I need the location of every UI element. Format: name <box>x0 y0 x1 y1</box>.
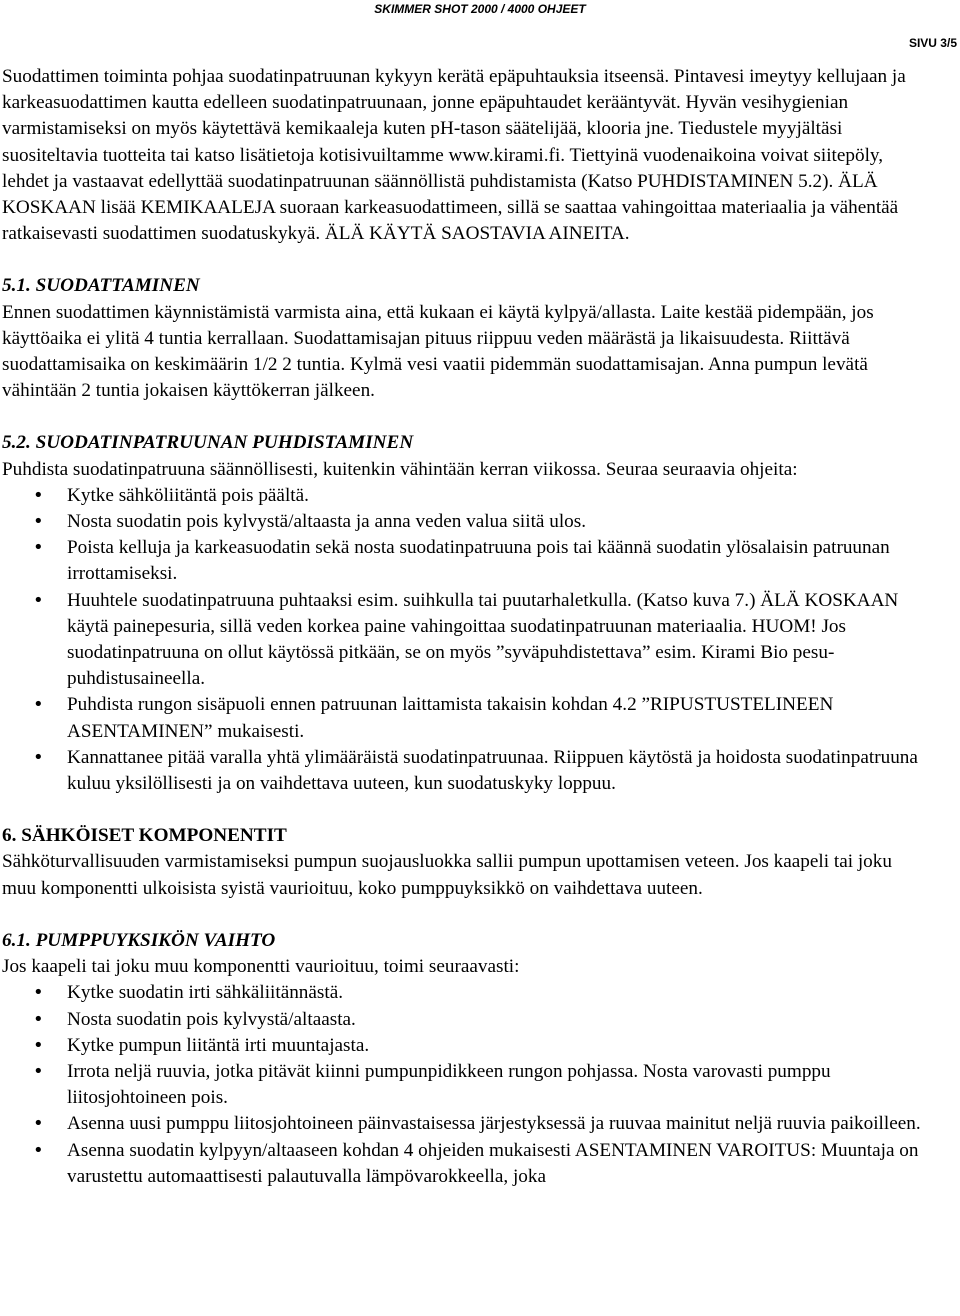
section-5-2-body: Puhdista suodatinpatruuna säännöllisesti, kuitenkin vähintään kerran viikossa. Seuraa seuraavia ohjeita: <box>2 458 798 480</box>
list-item: • Asenna uusi pumppu liitosjohtoineen päinvastaisessa järjestyksessä ja ruuvaa mainitut neljä ruuvia paikoilleen. <box>2 1111 922 1137</box>
list-item: • Kytke sähköliitäntä pois päältä. <box>2 483 922 509</box>
cleaning-steps-list <box>2 483 922 797</box>
list-item: • Kytke pumpun liitäntä irti muuntajasta. <box>2 1033 922 1059</box>
section-6-1-heading: 6.1. PUMPPUYKSIKÖN VAIHTO <box>2 929 276 951</box>
document-header: SKIMMER SHOT 2000 / 4000 OHJEET <box>374 2 586 16</box>
section-6-heading: 6. SÄHKÖISET KOMPONENTIT <box>2 825 287 847</box>
list-item: • Nosta suodatin pois kylvystä/altaasta ja anna veden valua siitä ulos. <box>2 509 922 535</box>
section-6-1-body: Jos kaapeli tai joku muu komponentti vaurioituu, toimi seuraavasti: <box>2 956 520 978</box>
list-item: • Irrota neljä ruuvia, jotka pitävät kiinni pumpunpidikkeen rungon pohjassa. Nosta varovasti pumppu liitosjohtoineen pois. <box>2 1059 922 1111</box>
list-item: • Poista kelluja ja karkeasuodatin sekä nosta suodatinpatruuna pois tai käännä suodatin ylösalaisin patruunan irrottamiseksi. <box>2 535 922 587</box>
list-item: • Kytke suodatin irti sähkäliitännästä. <box>2 980 922 1006</box>
list-item: • Nosta suodatin pois kylvystä/altaasta. <box>2 1007 922 1033</box>
list-item: • Puhdista rungon sisäpuoli ennen patruunan laittamista takaisin kohdan 4.2 ”RIPUSTUSTELINEEN ASENTAMINEN” mukaisesti. <box>2 692 922 744</box>
section-6-body: Sähköturvallisuuden varmistamiseksi pumpun suojausluokka sallii pumpun upottamisen veteen. Jos kaapeli tai joku muu komponentti ulkoisista syistä vaurioituu, koko pumppuyksikkö on vaihdettava uuteen. <box>2 851 892 899</box>
intro-paragraph: Suodattimen toiminta pohjaa suodatinpatruunan kykyyn kerätä epäpuhtauksia itseensä. Pintavesi imeytyy kellujaan ja karkeasuodattimen kautta edelleen suodatinpatruunaan, jonne epäpuhtaudet kerääntyvät. Hyvän vesihygienian varmistamiseksi on myös käytettävä kemikaaleja kuten pH-tason säätelijää, klooria jne. Tiedustele myyjältäsi suositeltavia tuotteita tai katso lisätietoja kotisivuiltamme www.kirami.fi. Tiettyinä vuodenaikoina voivat siitepöly, lehdet ja vastaavat edellyttää suodatinpatruunan säännöllistä puhdistamista (Katso PUHDISTAMINEN 5.2). ÄLÄ KOSKAAN lisää KEMIKAALEJA suoraan karkeasuodattimeen, sillä se saattaa vahingoittaa materiaalia ja vähentää ratkaisevasti suodattimen suodatuskykyä. ÄLÄ KÄYTÄ SAOSTAVIA AINEITA. <box>2 66 906 245</box>
section-5-1-heading: 5.1. SUODATTAMINEN <box>2 275 200 297</box>
section-5-2-heading: 5.2. SUODATINPATRUUNAN PUHDISTAMINEN <box>2 432 414 454</box>
document-body <box>2 64 922 1190</box>
page-number: SIVU 3/5 <box>908 36 957 50</box>
list-item: • Huuhtele suodatinpatruuna puhtaaksi esim. suihkulla tai puutarhaletkulla. (Katso kuva 7.) ÄLÄ KOSKAAN käytä painepesuria, sillä veden korkea paine vahingoittaa suodatinpatruunan materiaalia. HUOM! Jos suodatinpatruuna on ollut käytössä pitkään, se on myös ”syväpuhdistettava” esim. Kirami Bio pesu-puhdistusaineella. <box>2 588 922 693</box>
list-item: • Kannattanee pitää varalla yhtä ylimääräistä suodatinpatruunaa. Riippuen käytöstä ja hoidosta suodatinpatruuna kuluu yksilöllisesti ja on vaihdettava uuteen, kun suodatuskyky loppuu. <box>2 745 922 797</box>
list-item: • Asenna suodatin kylpyyn/altaaseen kohdan 4 ohjeiden mukaisesti ASENTAMINEN VAROITUS: Muuntaja on varustettu automaattisesti palautuvalla lämpövarokkeella, joka <box>2 1138 922 1190</box>
section-5-1-body: Ennen suodattimen käynnistämistä varmista aina, että kukaan ei käytä kylpyä/allasta. Laite kestää pidempään, jos käyttöaika ei ylitä 4 tuntia kerrallaan. Suodattamisajan pituus riippuu veden määrästä ja likaisuudesta. Riittävä suodattamisaika on keskimäärin 1/2 2 tuntia. Kylmä vesi vaatii pidemmän suodattamisajan. Anna pumpun levätä vähintään 2 tuntia jokaisen käyttökerran jälkeen. <box>2 301 874 402</box>
pump-replacement-list <box>2 980 922 1190</box>
